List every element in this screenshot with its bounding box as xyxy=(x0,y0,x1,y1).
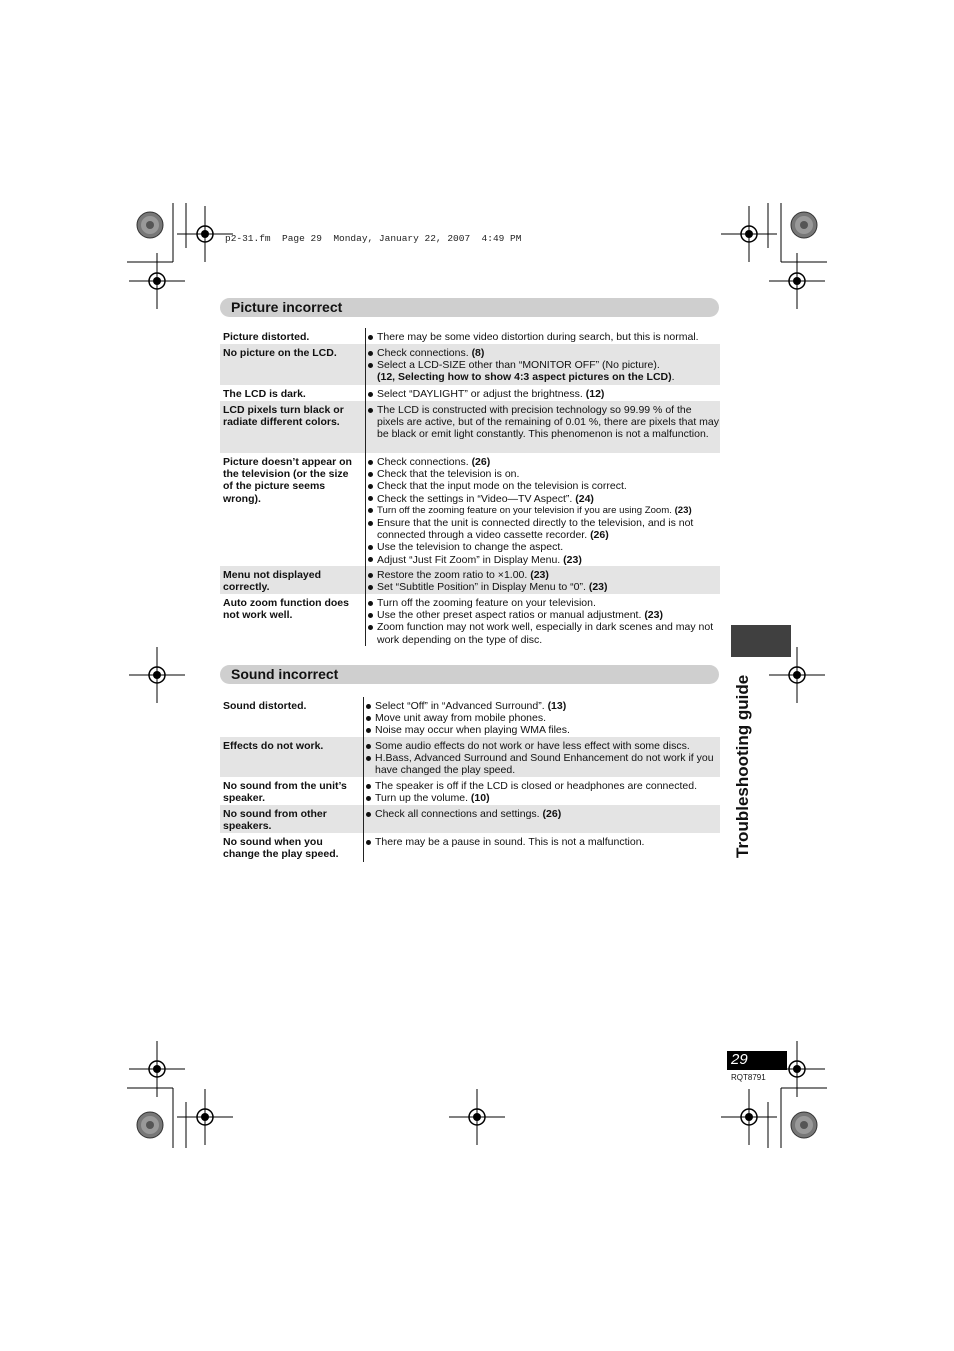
table-row xyxy=(220,594,720,646)
item-text: Turn up the volume. xyxy=(375,792,471,805)
item-text: Check that the television is on. xyxy=(377,468,520,481)
symptom-label: Effects do not work. xyxy=(223,740,324,752)
side-tab xyxy=(733,660,755,860)
doc-code: RQT8791 xyxy=(731,1073,766,1082)
list-item xyxy=(367,456,719,468)
bullet-icon xyxy=(368,545,373,550)
page-reference: (23) xyxy=(674,504,692,516)
bullet-icon xyxy=(368,601,373,606)
table-row xyxy=(220,401,720,453)
bullet-icon xyxy=(368,496,373,501)
list-item xyxy=(367,554,719,566)
item-text: Set “Subtitle Position” in Display Menu to “0”. xyxy=(377,581,589,594)
table-row xyxy=(220,385,720,401)
remedy-list xyxy=(367,388,719,400)
item-text: The LCD is constructed with precision technology so 99.99 % of the pixels are active, but of the remaining of 0.01 %, there are pixels that may be black or emit light constantly. This phenomenon is not a malfunction. xyxy=(377,404,720,441)
list-item xyxy=(367,581,719,593)
remedy-list xyxy=(367,404,719,441)
bullet-icon xyxy=(368,392,373,397)
item-text: Noise may occur when playing WMA files. xyxy=(375,724,570,737)
item-text: Check that the input mode on the television is correct. xyxy=(377,480,627,493)
remedy-list xyxy=(367,347,719,384)
item-text: Check connections. xyxy=(377,347,472,359)
page-number: 29 xyxy=(731,1051,748,1068)
bullet-icon xyxy=(368,585,373,590)
remedy-list xyxy=(365,700,717,737)
table-row xyxy=(220,453,720,566)
item-text: There may be a pause in sound. This is not a malfunction. xyxy=(375,836,645,848)
remedy-list xyxy=(365,780,717,804)
list-item xyxy=(365,792,717,804)
page-reference: (26) xyxy=(471,456,491,468)
bullet-icon xyxy=(368,408,373,413)
item-text: Select “DAYLIGHT” or adjust the brightness. xyxy=(377,388,586,400)
page-reference: (24) xyxy=(575,492,594,505)
bullet-icon xyxy=(366,784,371,789)
item-text: Use the television to change the aspect. xyxy=(377,541,564,554)
table-row xyxy=(220,697,720,737)
section-title-sound: Sound incorrect xyxy=(231,666,339,682)
bullet-icon xyxy=(366,840,371,845)
item-text: The speaker is off if the LCD is closed or headphones are connected. xyxy=(375,780,697,792)
list-item xyxy=(365,700,717,712)
item-text: Check all connections and settings. xyxy=(375,808,543,820)
page-reference: (12) xyxy=(585,388,605,400)
column-divider xyxy=(365,328,366,646)
table-row xyxy=(220,737,720,777)
item-text: There may be some video distortion during search, but this is normal. xyxy=(377,331,699,343)
table-row xyxy=(220,566,720,594)
list-item xyxy=(367,597,719,609)
symptom-label: The LCD is dark. xyxy=(223,388,306,400)
page-reference: (23) xyxy=(644,609,663,622)
item-text: Select a LCD-SIZE other than “MONITOR OFF” (No picture). xyxy=(377,359,660,372)
table-row xyxy=(220,344,720,385)
list-item xyxy=(367,609,719,621)
item-text: Turn off the zooming feature on your television if you are using Zoom. xyxy=(377,504,675,516)
table-row xyxy=(220,777,720,805)
page-reference: (23) xyxy=(563,553,582,566)
page-reference: (23) xyxy=(530,569,549,581)
symptom-label: Picture doesn’t appear on the television (or the size of the picture seems wrong). xyxy=(223,456,352,505)
table-row xyxy=(220,833,720,862)
list-item xyxy=(367,347,719,359)
remedy-list xyxy=(367,597,719,646)
symptom-label: Picture distorted. xyxy=(223,331,310,343)
bullet-icon xyxy=(368,557,373,562)
list-item xyxy=(365,808,717,820)
item-text: Check the settings in “Video—TV Aspect”. xyxy=(377,492,576,505)
item-text: Use the other preset aspect ratios or manual adjustment. xyxy=(377,609,645,622)
bullet-icon xyxy=(368,460,373,465)
list-item xyxy=(365,740,717,752)
list-item xyxy=(365,752,717,776)
item-text: Adjust “Just Fit Zoom” in Display Menu. xyxy=(377,553,564,566)
page-reference: (26) xyxy=(590,529,609,542)
bullet-icon xyxy=(366,728,371,733)
symptom-label: No sound from the unit’s speaker. xyxy=(223,780,347,805)
item-text: Turn off the zooming feature on your television. xyxy=(377,597,596,609)
remedy-list xyxy=(365,808,717,820)
bullet-icon xyxy=(366,756,371,761)
list-item xyxy=(367,404,719,441)
side-tab-label: Troubleshooting guide xyxy=(733,674,752,858)
list-item xyxy=(367,468,719,480)
list-item xyxy=(367,505,719,517)
bullet-icon xyxy=(368,484,373,489)
list-item xyxy=(367,359,719,383)
remedy-list xyxy=(365,836,717,848)
item-text: Move unit away from mobile phones. xyxy=(375,712,546,725)
section-title-picture: Picture incorrect xyxy=(231,299,343,315)
list-item xyxy=(367,493,719,505)
item-text: Some audio effects do not work or have less effect with some discs. xyxy=(375,740,690,752)
section-bar-sound xyxy=(220,665,719,684)
page-reference: (8) xyxy=(471,347,485,359)
bullet-icon xyxy=(368,613,373,618)
bullet-icon xyxy=(366,812,371,817)
column-divider xyxy=(363,697,364,862)
page-reference: (12, Selecting how to show 4:3 aspect pictures on the LCD) xyxy=(377,371,672,384)
symptom-label: No sound when you change the play speed. xyxy=(223,836,339,861)
symptom-label: LCD pixels turn black or radiate different colors. xyxy=(223,404,344,429)
side-tab-block xyxy=(731,625,791,657)
section-bar-picture xyxy=(220,298,719,317)
bullet-icon xyxy=(368,351,373,356)
list-item xyxy=(365,780,717,792)
symptom-label: Sound distorted. xyxy=(223,700,307,712)
remedy-list xyxy=(367,331,719,343)
item-text: Ensure that the unit is connected directly to the television, and is not connected through a video cassette recorder. xyxy=(377,517,694,542)
remedy-list xyxy=(367,456,719,566)
bullet-icon xyxy=(366,796,371,801)
symptom-label: Auto zoom function does not work well. xyxy=(223,597,349,622)
page-reference: (10) xyxy=(470,792,490,805)
item-text: Zoom function may not work well, especially in dark scenes and may not work depending on the type of disc. xyxy=(377,621,714,646)
list-item xyxy=(367,517,719,541)
bullet-icon xyxy=(366,744,371,749)
symptom-label: No sound from other speakers. xyxy=(223,808,327,833)
file-header-line: p2-31.fm Page 29 Monday, January 22, 2007 4:49 PM xyxy=(225,233,522,244)
page-reference: (13) xyxy=(547,700,567,712)
remedy-list xyxy=(367,569,719,593)
table-row xyxy=(220,805,720,833)
bullet-icon xyxy=(368,335,373,340)
page-reference: (23) xyxy=(588,581,608,594)
item-text: Restore the zoom ratio to ×1.00. xyxy=(377,569,531,581)
item-text: H.Bass, Advanced Surround and Sound Enhancement do not work if you have changed the play speed. xyxy=(375,752,714,777)
bullet-icon xyxy=(368,508,373,513)
item-text: Check connections. xyxy=(377,456,472,468)
list-item xyxy=(367,331,719,343)
bullet-icon xyxy=(368,521,373,526)
list-item xyxy=(365,836,717,848)
bullet-icon xyxy=(366,704,371,709)
item-text: Select “Off” in “Advanced Surround”. xyxy=(375,700,548,712)
list-item xyxy=(365,724,717,736)
bullet-icon xyxy=(366,716,371,721)
page-reference: (26) xyxy=(542,808,562,820)
table-row xyxy=(220,328,720,344)
symptom-label: Menu not displayed correctly. xyxy=(223,569,322,594)
page-number-box xyxy=(727,1051,787,1070)
list-item xyxy=(367,621,719,645)
bullet-icon xyxy=(368,625,373,630)
bullet-icon xyxy=(368,472,373,477)
symptom-label: No picture on the LCD. xyxy=(223,347,337,359)
list-item xyxy=(367,541,719,553)
list-item xyxy=(367,569,719,581)
list-item xyxy=(367,388,719,400)
item-text: . xyxy=(671,371,675,384)
list-item xyxy=(365,712,717,724)
bullet-icon xyxy=(368,573,373,578)
bullet-icon xyxy=(368,363,373,368)
remedy-list xyxy=(365,740,717,777)
list-item xyxy=(367,480,719,492)
